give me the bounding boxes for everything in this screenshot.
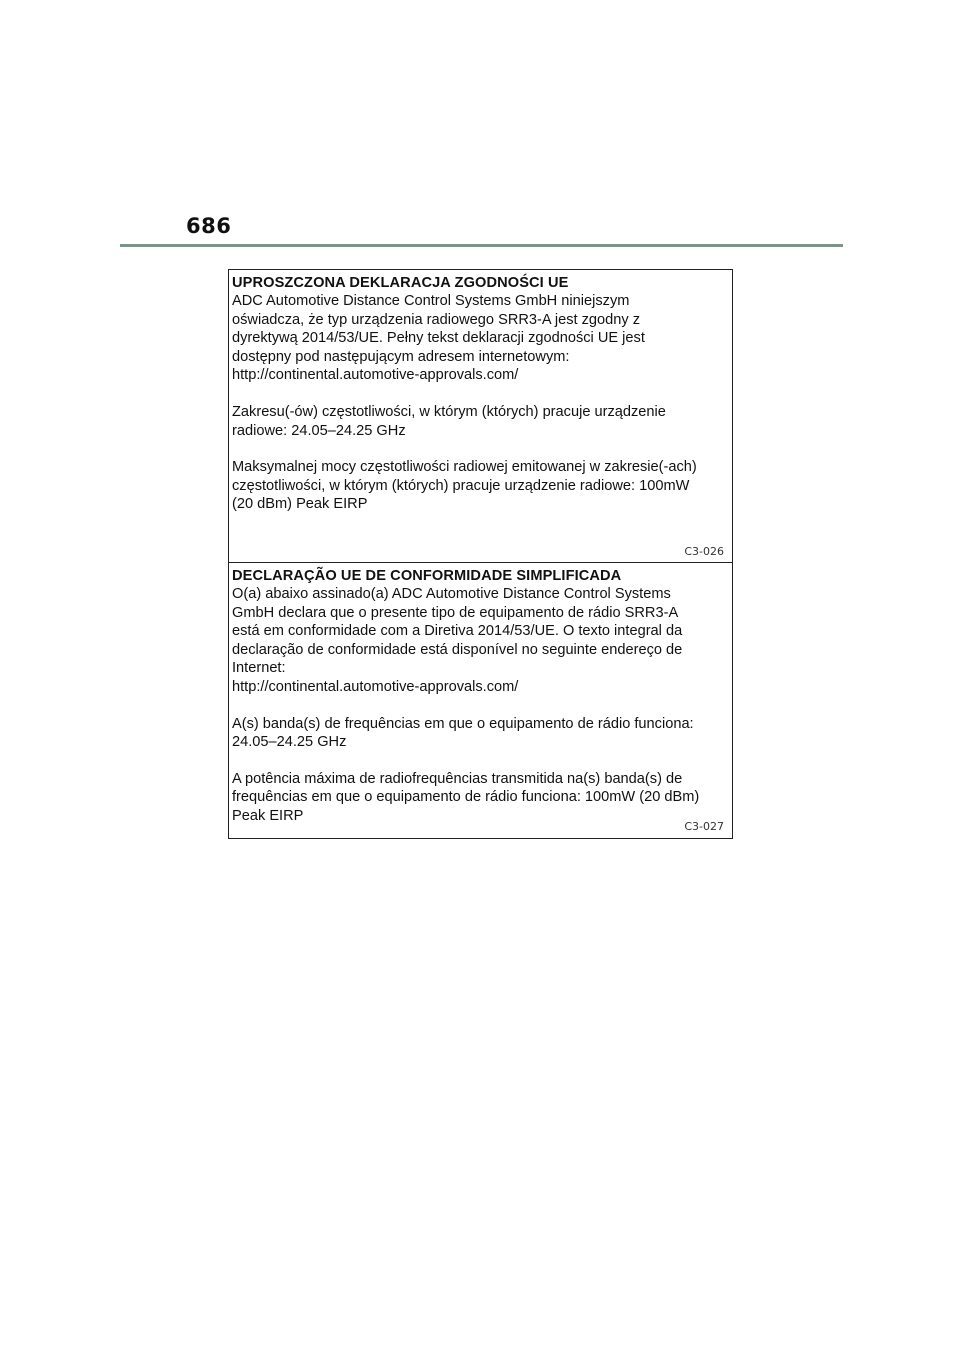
section-paragraph: O(a) abaixo assinado(a) ADC Automotive Distance Control Systems GmbH declara que o presente tipo de equipamento de rádio SRR3-A está em conformidade com a Diretiva 2014/53/UE. O texto integral da declaração de conformidade está disponível no seguinte endereço de Internet: http://continental.automotive-approvals.com/ (232, 586, 683, 695)
section-paragraph: A potência máxima de radiofrequências transmitida na(s) banda(s) de frequências em que o equipamento de rádio funciona: 100mW (20 dBm) Peak EIRP (232, 770, 700, 824)
section-paragraph: A(s) banda(s) de frequências em que o equipamento de rádio funciona: 24.05–24.25 GHz (232, 715, 694, 751)
section-paragraph: ADC Automotive Distance Control Systems GmbH niniejszym oświadcza, że typ urządzenia radiowego SRR3-A jest zgodny z dyrektywą 2014/53/UE. Pełny tekst deklaracji zgodności UE jest dostępny pod następującym adresem internetowym: http://continental.automotive-approvals.com/ (232, 293, 645, 384)
figure-code: C3-026 (684, 545, 724, 558)
section-paragraph: Zakresu(-ów) częstotliwości, w którym (których) pracuje urządzenie radiowe: 24.05–24.25 GHz (232, 403, 666, 439)
section-paragraph: Maksymalnej mocy częstotliwości radiowej emitowanej w zakresie(-ach) częstotliwości, w którym (których) pracuje urządzenie radiowe: 100mW (20 dBm) Peak EIRP (232, 459, 697, 513)
declaration-section-portuguese (229, 562, 732, 838)
figure-code: C3-027 (684, 820, 724, 833)
section-title: DECLARAÇÃO UE DE CONFORMIDADE SIMPLIFICADA (232, 568, 622, 584)
declaration-box (228, 269, 733, 839)
declaration-section-polish (229, 270, 732, 562)
header-rule (120, 244, 843, 247)
section-title: UPROSZCZONA DEKLARACJA ZGODNOŚCI UE (232, 275, 569, 291)
page-number: 686 (186, 214, 232, 238)
